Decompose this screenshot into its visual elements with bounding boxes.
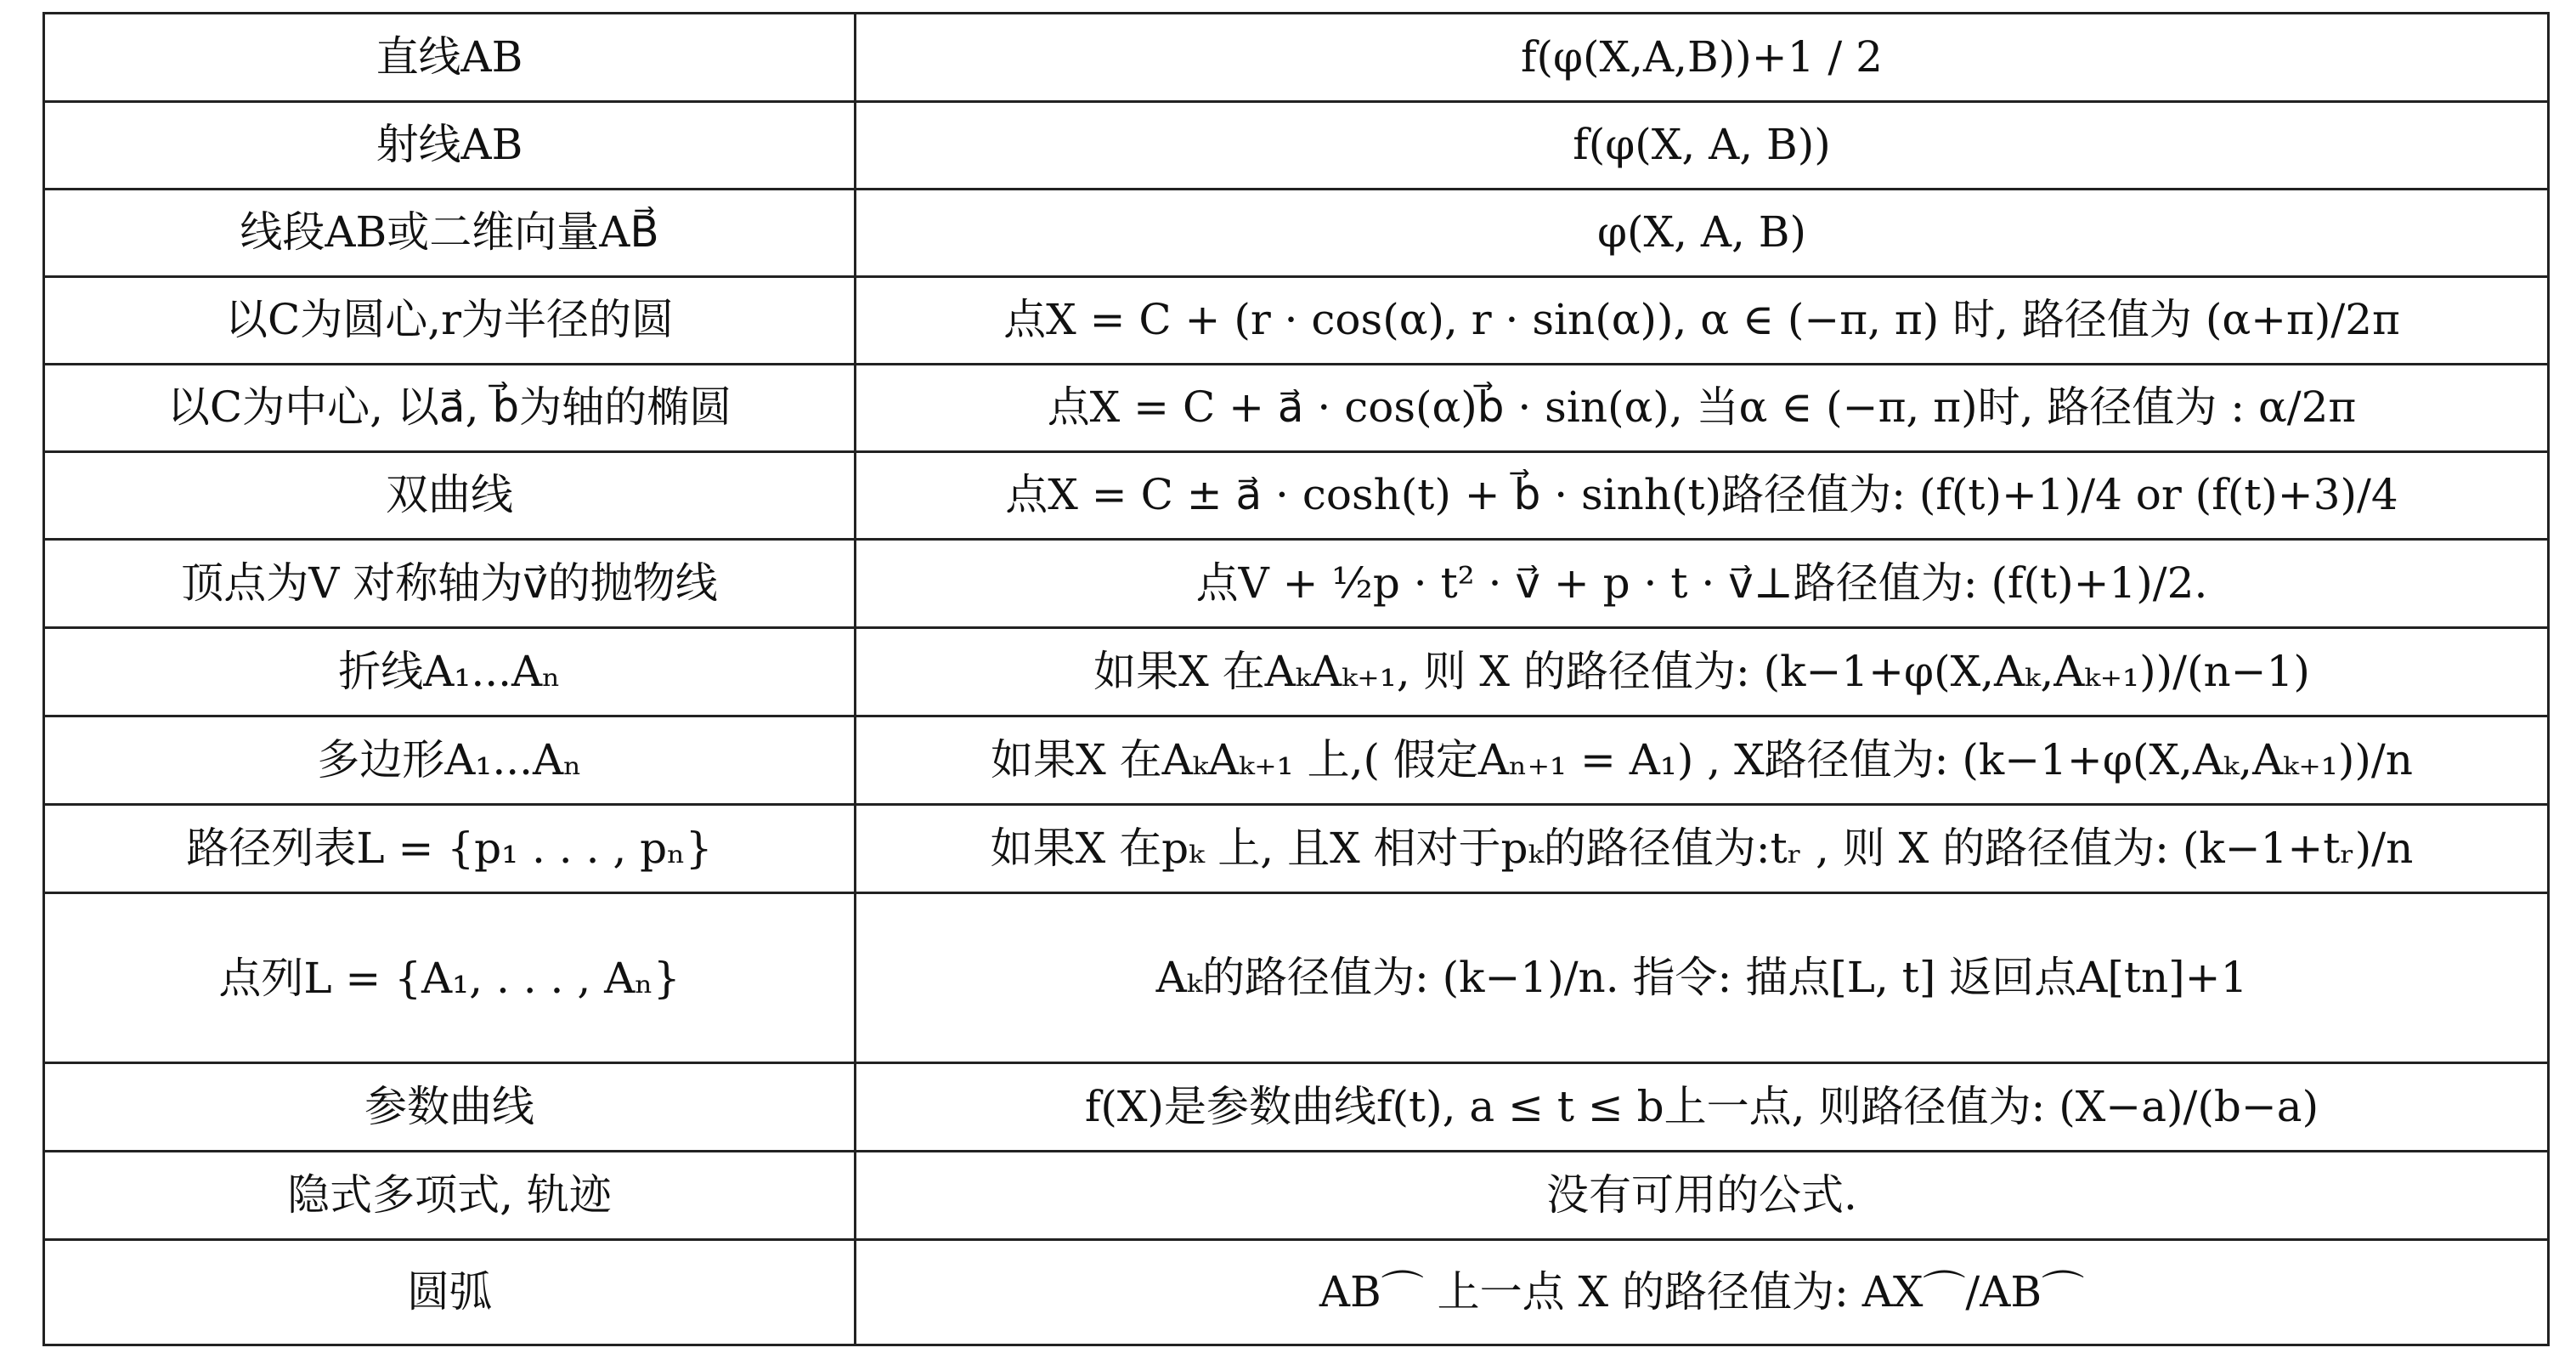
row-formula: 如果X 在AₖAₖ₊₁ 上,( 假定Aₙ₊₁ = A₁) , X路径值为: (k−1+φ(X,Aₖ,Aₖ₊₁))/n: [856, 716, 2549, 805]
row-label: 隐式多项式, 轨迹: [44, 1152, 856, 1240]
row-label: 折线A₁...Aₙ: [44, 628, 856, 716]
row-label: 线段AB或二维向量AB⃗: [44, 190, 856, 277]
row-label: 射线AB: [44, 102, 856, 190]
table-row: [44, 14, 2549, 102]
row-formula: 点X = C + a⃗ · cos(α)b⃗ · sin(α), 当α ∈ (−π, π)时, 路径值为 : α/2π: [856, 365, 2549, 452]
table-row: [44, 365, 2549, 452]
row-formula: 如果X 在pₖ 上, 且X 相对于pₖ的路径值为:tᵣ , 则 X 的路径值为: (k−1+tᵣ)/n: [856, 805, 2549, 893]
table-row: [44, 190, 2549, 277]
table-row: [44, 277, 2549, 365]
table-row: [44, 540, 2549, 628]
row-label: 以C为圆心,r为半径的圆: [44, 277, 856, 365]
table-row: [44, 628, 2549, 716]
row-label: 参数曲线: [44, 1063, 856, 1152]
row-label: 顶点为V 对称轴为v⃗的抛物线: [44, 540, 856, 628]
table-row: [44, 893, 2549, 1063]
row-label: 双曲线: [44, 452, 856, 540]
formula-table: [42, 12, 2550, 1346]
table-row: [44, 716, 2549, 805]
row-label: 圆弧: [44, 1240, 856, 1345]
row-formula: 没有可用的公式.: [856, 1152, 2549, 1240]
row-label: 路径列表L = {p₁ . . . , pₙ}: [44, 805, 856, 893]
row-label: 点列L = {A₁, . . . , Aₙ}: [44, 893, 856, 1063]
table-row: [44, 102, 2549, 190]
row-formula: 如果X 在AₖAₖ₊₁, 则 X 的路径值为: (k−1+φ(X,Aₖ,Aₖ₊₁))/(n−1): [856, 628, 2549, 716]
table-row: [44, 1063, 2549, 1152]
row-formula: φ(X, A, B): [856, 190, 2549, 277]
row-formula: Aₖ的路径值为: (k−1)/n. 指令: 描点[L, t] 返回点A[tn]+1: [856, 893, 2549, 1063]
table-row: [44, 805, 2549, 893]
row-formula: AB⌒ 上一点 X 的路径值为: AX⌒/AB⌒: [856, 1240, 2549, 1345]
row-label: 直线AB: [44, 14, 856, 102]
row-formula: f(φ(X,A,B))+1 / 2: [856, 14, 2549, 102]
table-row: [44, 1152, 2549, 1240]
row-formula: f(X)是参数曲线f(t), a ≤ t ≤ b上一点, 则路径值为: (X−a)/(b−a): [856, 1063, 2549, 1152]
row-formula: 点V + ½p · t² · v⃗ + p · t · v⃗⊥路径值为: (f(t)+1)/2.: [856, 540, 2549, 628]
row-formula: 点X = C + (r · cos(α), r · sin(α)), α ∈ (−π, π) 时, 路径值为 (α+π)/2π: [856, 277, 2549, 365]
row-label: 多边形A₁...Aₙ: [44, 716, 856, 805]
row-label: 以C为中心, 以a⃗, b⃗为轴的椭圆: [44, 365, 856, 452]
row-formula: 点X = C ± a⃗ · cosh(t) + b⃗ · sinh(t)路径值为: (f(t)+1)/4 or (f(t)+3)/4: [856, 452, 2549, 540]
row-formula: f(φ(X, A, B)): [856, 102, 2549, 190]
table-row: [44, 1240, 2549, 1345]
table-row: [44, 452, 2549, 540]
